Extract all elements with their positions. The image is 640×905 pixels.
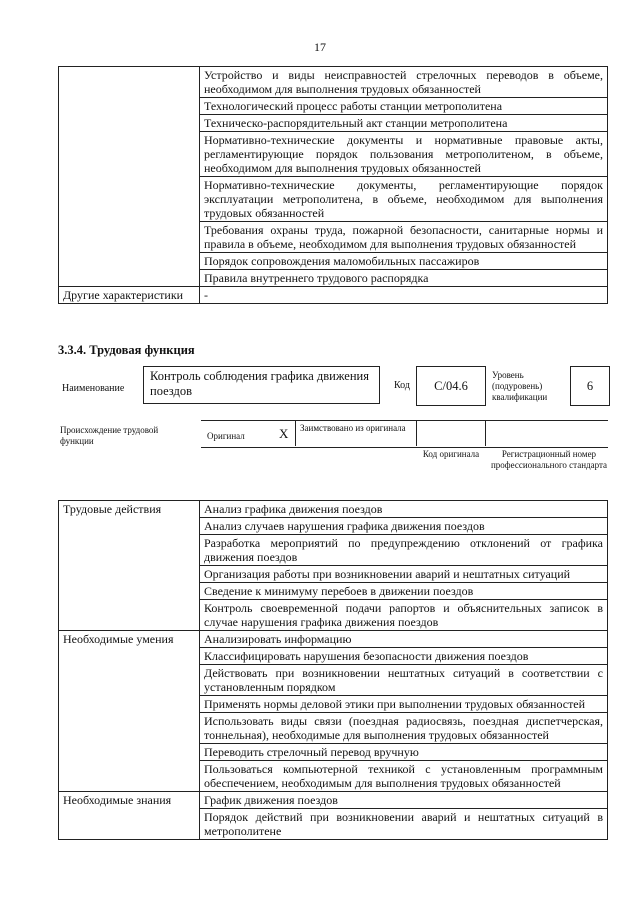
table-row xyxy=(59,287,608,304)
original-mark: X xyxy=(279,426,289,441)
row-label: Необходимые знания xyxy=(59,792,200,840)
row-item: Нормативно-технические документы и нормативные правовые акты, регламентирующие порядок пользования метрополитеном, в объеме, необходимом для выполнения трудовых обязанностей xyxy=(200,132,608,177)
table-row xyxy=(59,67,608,98)
row-item: Классифицировать нарушения безопасности движения поездов xyxy=(200,648,608,665)
row-item: Разработка мероприятий по предупреждению отклонений от графика движения поездов xyxy=(200,535,608,566)
row-item: Технологический процесс работы станции метрополитена xyxy=(200,98,608,115)
row-item: Правила внутреннего трудового распорядка xyxy=(200,270,608,287)
function-requirements-table xyxy=(58,500,608,840)
row-item: Сведение к минимуму перебоев в движении поездов xyxy=(200,583,608,600)
row-item: Требования охраны труда, пожарной безопасности, санитарные нормы и правила в объеме, необходимом для выполнения трудовых обязанностей xyxy=(200,222,608,253)
level-label: Уровень (подуровень) квалификации xyxy=(492,370,548,402)
row-item: Контроль своевременной подачи рапортов и объяснительных записок в случае нарушения графика движения поездов xyxy=(200,600,608,631)
function-name: Контроль соблюдения графика движения поездов xyxy=(143,366,380,404)
row-item: График движения поездов xyxy=(200,792,608,809)
row-item: Переводить стрелочный перевод вручную xyxy=(200,744,608,761)
divider xyxy=(295,420,296,446)
row-item: Организация работы при возникновении аварий и нештатных ситуаций xyxy=(200,566,608,583)
divider xyxy=(485,420,486,446)
original-label: Оригинал xyxy=(207,431,245,441)
row-label: Другие характеристики xyxy=(59,287,200,304)
name-label: Наименование xyxy=(62,383,125,394)
row-item: Анализ графика движения поездов xyxy=(200,501,608,518)
row-item: Применять нормы деловой этики при выполнении трудовых обязанностей xyxy=(200,696,608,713)
page-number: 17 xyxy=(314,40,326,54)
row-item: Порядок сопровождения маломобильных пассажиров xyxy=(200,253,608,270)
row-item: Анализ случаев нарушения графика движения поездов xyxy=(200,518,608,535)
row-item: Устройство и виды неисправностей стрелочных переводов в объеме, необходимом для выполнения трудовых обязанностей xyxy=(200,67,608,98)
table-row xyxy=(59,501,608,518)
code-value: C/04.6 xyxy=(416,366,486,406)
row-item: Анализировать информацию xyxy=(200,631,608,648)
level-value: 6 xyxy=(570,366,610,406)
row-item: Пользоваться компьютерной техникой с установленным программным обеспечением, необходимым для выполнения трудовых обязанностей xyxy=(200,761,608,792)
row-item: Техническо-распорядительный акт станции метрополитена xyxy=(200,115,608,132)
divider xyxy=(416,420,417,446)
row-item: Порядок действий при возникновении аварий и нештатных ситуаций в метрополитене xyxy=(200,809,608,840)
row-label xyxy=(59,67,200,287)
reg-number-label: Регистрационный номер профессионального стандарта xyxy=(490,449,608,470)
row-item: Нормативно-технические документы, регламентирующие порядок эксплуатации метрополитена, в объеме, необходимом для выполнения трудовых обязанностей xyxy=(200,177,608,222)
origin-label: Происхождение трудовой функции xyxy=(60,425,159,446)
knowledge-continuation-table xyxy=(58,66,608,304)
table-row xyxy=(59,792,608,809)
code-label: Код xyxy=(394,380,410,391)
code-original-label: Код оригинала xyxy=(422,449,480,459)
row-item: - xyxy=(200,287,608,304)
borrowed-label: Заимствовано из оригинала xyxy=(300,423,406,433)
row-label: Трудовые действия xyxy=(59,501,200,631)
row-label: Необходимые умения xyxy=(59,631,200,792)
table-row xyxy=(59,631,608,648)
row-item: Действовать при возникновении нештатных ситуаций в соответствии с установленным порядком xyxy=(200,665,608,696)
row-item: Использовать виды связи (поездная радиосвязь, поездная диспетчерская, тоннельная), необходимые для выполнения трудовых обязанностей xyxy=(200,713,608,744)
section-title: 3.3.4. Трудовая функция xyxy=(58,343,195,357)
